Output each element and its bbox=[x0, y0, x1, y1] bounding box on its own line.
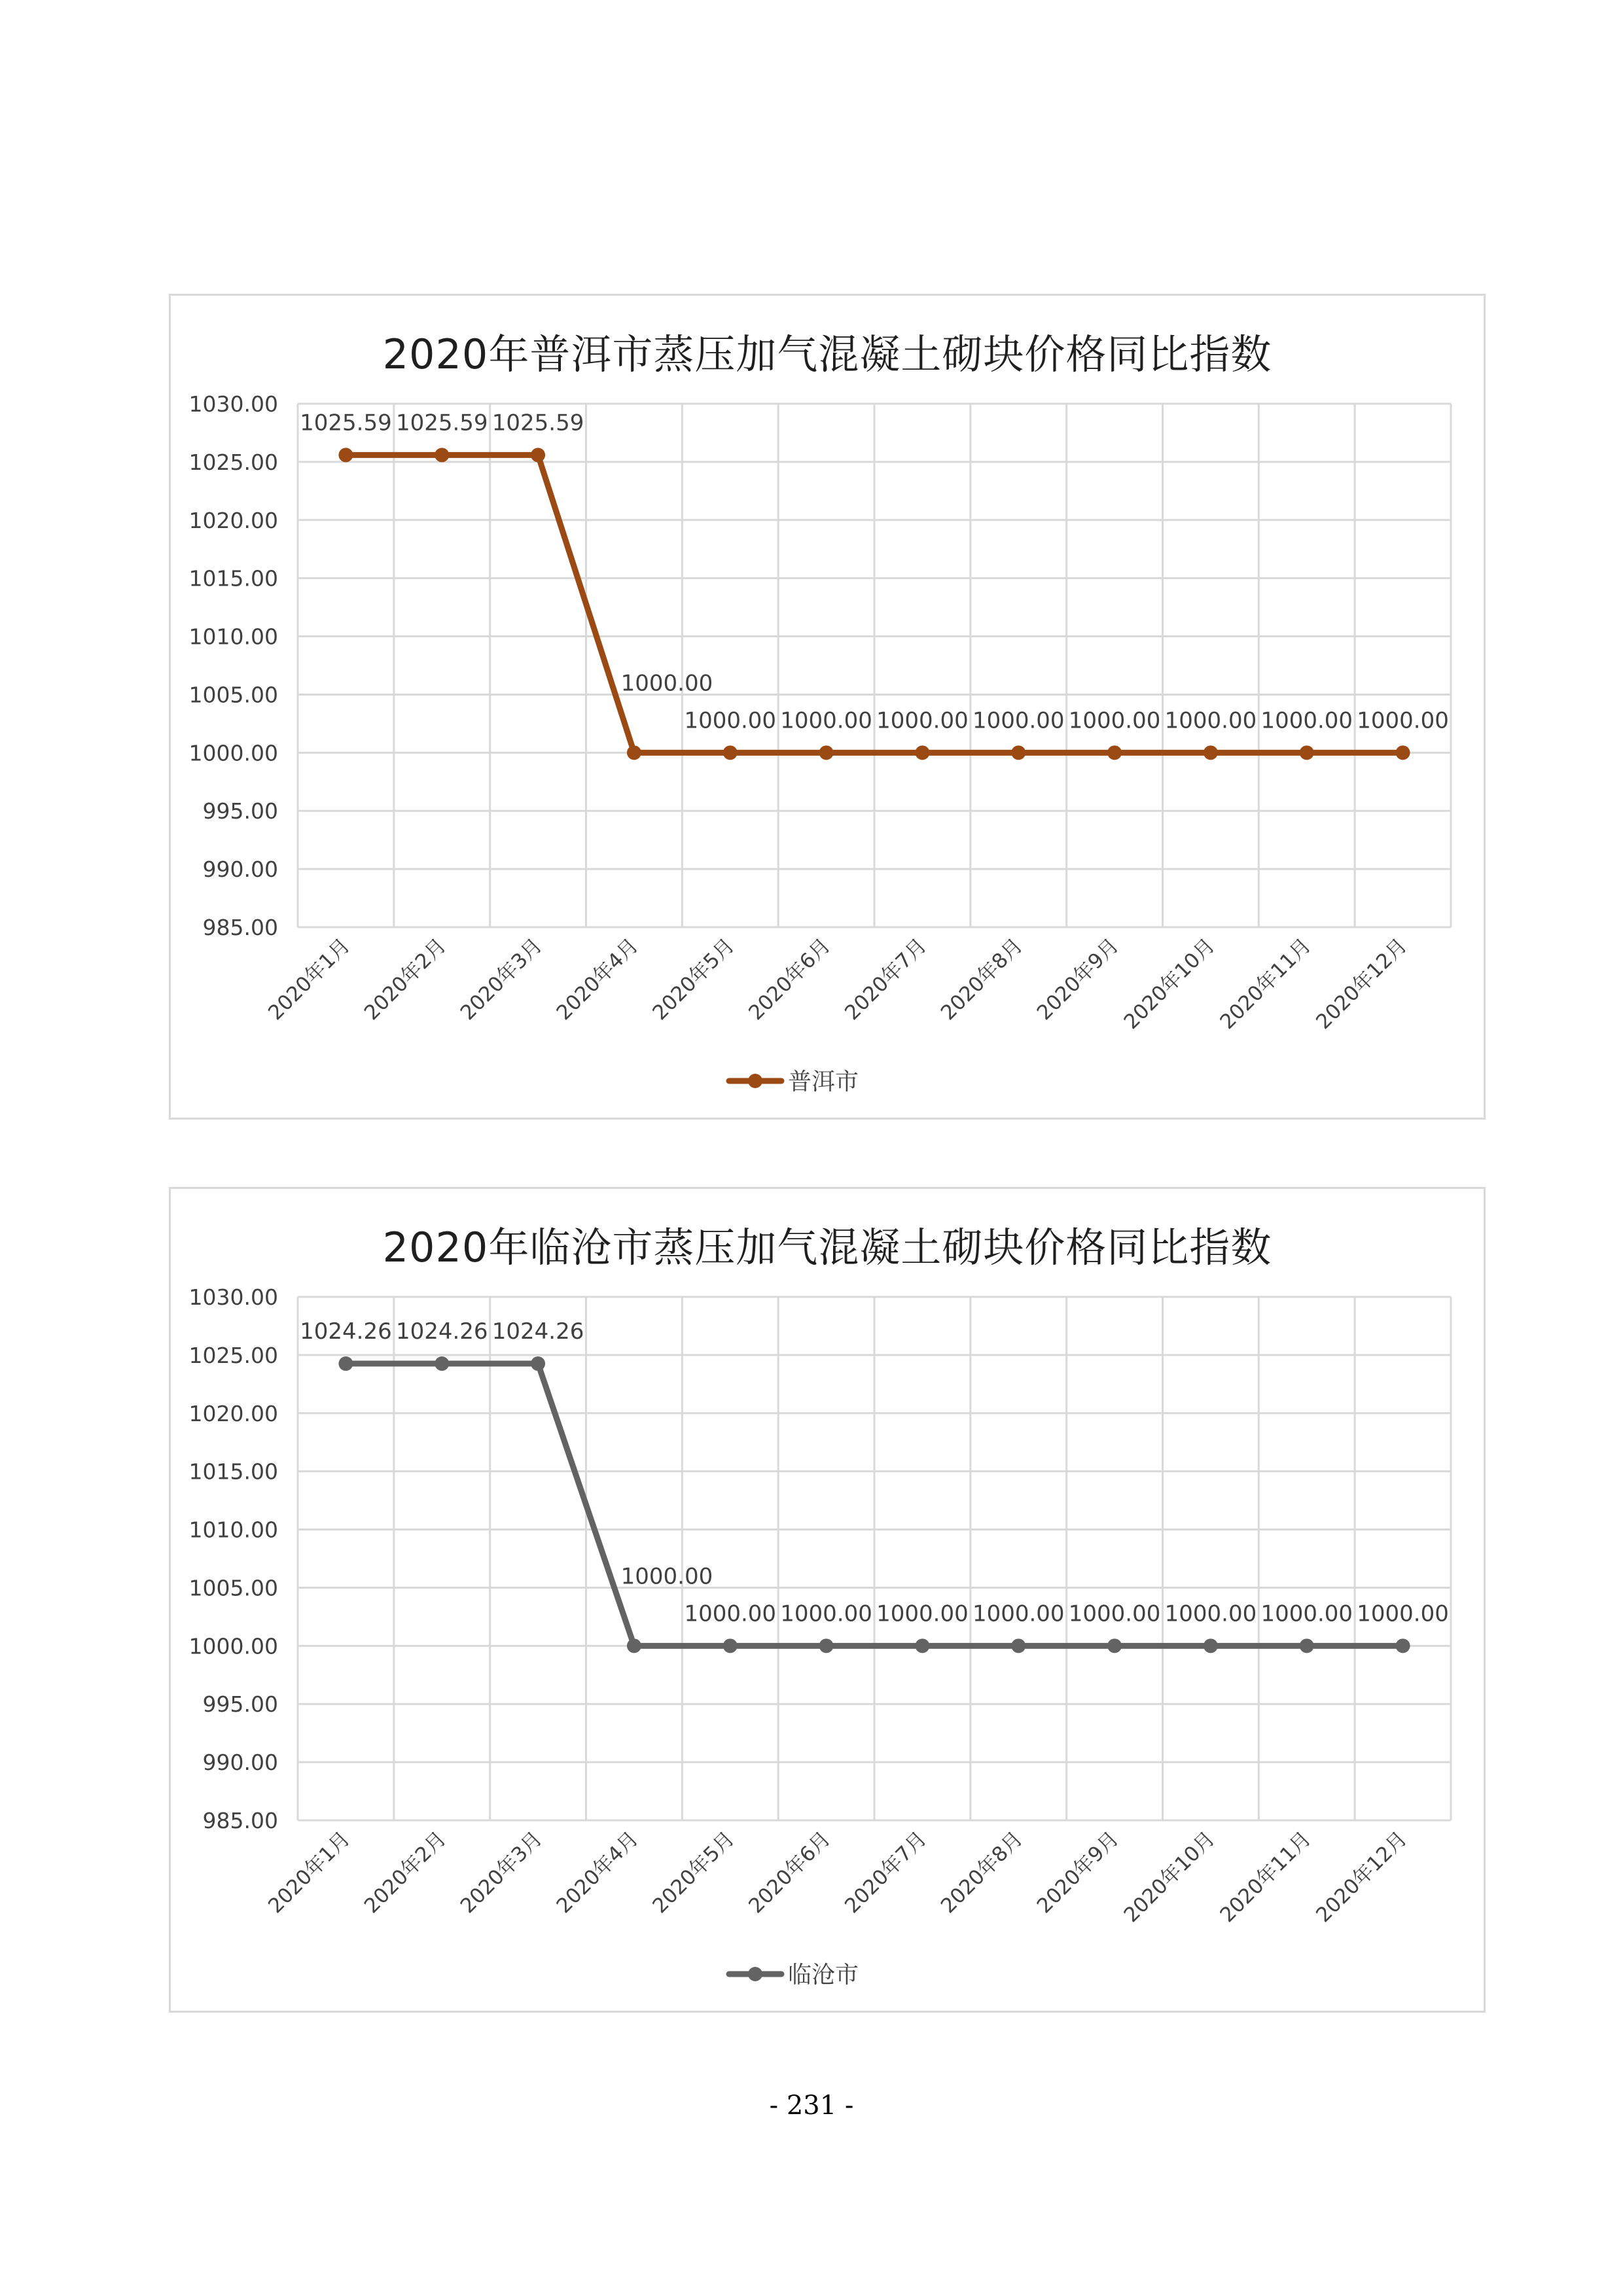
data-point bbox=[723, 745, 738, 760]
data-point bbox=[1204, 745, 1218, 760]
y-tick-label: 995.00 bbox=[202, 798, 278, 824]
data-point bbox=[627, 745, 641, 760]
data-point bbox=[531, 1356, 545, 1371]
data-label: 1025.59 bbox=[300, 410, 392, 436]
y-tick-label: 1030.00 bbox=[188, 1284, 278, 1310]
x-tick-label: 2020年10月 bbox=[1119, 934, 1220, 1034]
data-point bbox=[1011, 1638, 1026, 1653]
x-tick-label: 2020年3月 bbox=[455, 1827, 547, 1918]
legend-label: 临沧市 bbox=[788, 1962, 859, 1988]
data-point bbox=[1300, 745, 1314, 760]
data-label: 1000.00 bbox=[972, 707, 1065, 734]
x-tick-label: 2020年12月 bbox=[1311, 1827, 1412, 1928]
data-label: 1000.00 bbox=[1260, 1600, 1353, 1627]
y-tick-label: 1015.00 bbox=[188, 565, 278, 592]
data-label: 1000.00 bbox=[972, 1600, 1065, 1627]
line-chart-puer bbox=[171, 296, 1484, 1118]
data-label: 1000.00 bbox=[620, 1563, 713, 1590]
x-tick-label: 2020年4月 bbox=[552, 934, 643, 1025]
data-point bbox=[1011, 745, 1026, 760]
data-label: 1000.00 bbox=[1068, 707, 1161, 734]
data-label: 1000.00 bbox=[876, 1600, 969, 1627]
x-tick-label: 2020年8月 bbox=[936, 934, 1027, 1025]
data-label: 1000.00 bbox=[780, 707, 872, 734]
x-tick-label: 2020年1月 bbox=[264, 1827, 355, 1918]
data-label: 1000.00 bbox=[684, 1600, 777, 1627]
x-tick-label: 2020年3月 bbox=[455, 934, 547, 1025]
y-tick-label: 1030.00 bbox=[188, 391, 278, 417]
data-label: 1024.26 bbox=[395, 1318, 488, 1345]
y-tick-label: 1005.00 bbox=[188, 1575, 278, 1601]
y-tick-label: 990.00 bbox=[202, 857, 278, 883]
x-tick-label: 2020年7月 bbox=[840, 1827, 932, 1918]
x-tick-label: 2020年10月 bbox=[1119, 1827, 1220, 1928]
data-point bbox=[1300, 1638, 1314, 1653]
data-label: 1000.00 bbox=[1357, 707, 1449, 734]
y-tick-label: 985.00 bbox=[202, 1808, 278, 1833]
data-point bbox=[627, 1638, 641, 1653]
data-point bbox=[1396, 745, 1410, 760]
x-tick-label: 2020年9月 bbox=[1032, 1827, 1124, 1918]
y-tick-label: 1025.00 bbox=[188, 1342, 278, 1368]
data-label: 1000.00 bbox=[1260, 707, 1353, 734]
chart-title: 2020年普洱市蒸压加气混凝土砌块价格同比指数 bbox=[382, 330, 1272, 378]
legend-marker bbox=[748, 1967, 762, 1981]
x-tick-label: 2020年6月 bbox=[744, 1827, 836, 1918]
data-point bbox=[819, 745, 834, 760]
y-tick-label: 1000.00 bbox=[188, 1633, 278, 1659]
x-tick-label: 2020年11月 bbox=[1215, 934, 1316, 1034]
x-tick-label: 2020年12月 bbox=[1311, 934, 1412, 1034]
data-point bbox=[338, 448, 353, 462]
data-point bbox=[1107, 1638, 1122, 1653]
data-point bbox=[435, 1356, 449, 1371]
x-tick-label: 2020年8月 bbox=[936, 1827, 1027, 1918]
page-number: - 231 - bbox=[769, 2091, 854, 2121]
y-tick-label: 990.00 bbox=[202, 1750, 278, 1776]
x-tick-label: 2020年4月 bbox=[552, 1827, 643, 1918]
data-label: 1000.00 bbox=[780, 1600, 872, 1627]
data-point bbox=[435, 448, 449, 462]
x-tick-label: 2020年9月 bbox=[1032, 934, 1124, 1025]
data-label: 1000.00 bbox=[876, 707, 969, 734]
data-label: 1000.00 bbox=[1164, 707, 1257, 734]
chart-container-puer bbox=[169, 294, 1486, 1120]
data-point bbox=[915, 1638, 929, 1653]
x-tick-label: 2020年2月 bbox=[359, 934, 451, 1025]
y-tick-label: 1010.00 bbox=[188, 624, 278, 650]
line-chart-lincang bbox=[171, 1189, 1484, 2011]
data-label: 1000.00 bbox=[1164, 1600, 1257, 1627]
data-point bbox=[819, 1638, 834, 1653]
data-point bbox=[531, 448, 545, 462]
y-tick-label: 1015.00 bbox=[188, 1458, 278, 1485]
x-tick-label: 2020年5月 bbox=[648, 934, 740, 1025]
x-tick-label: 2020年6月 bbox=[744, 934, 836, 1025]
y-tick-label: 1000.00 bbox=[188, 740, 278, 766]
data-label: 1025.59 bbox=[395, 410, 488, 436]
data-label: 1000.00 bbox=[620, 670, 713, 697]
y-tick-label: 1020.00 bbox=[188, 507, 278, 533]
data-point bbox=[1396, 1638, 1410, 1653]
y-tick-label: 1010.00 bbox=[188, 1517, 278, 1543]
x-tick-label: 2020年11月 bbox=[1215, 1827, 1316, 1928]
x-tick-label: 2020年2月 bbox=[359, 1827, 451, 1918]
data-label: 1025.59 bbox=[491, 410, 584, 436]
data-label: 1000.00 bbox=[1357, 1600, 1449, 1627]
x-tick-label: 2020年7月 bbox=[840, 934, 932, 1025]
legend-marker bbox=[748, 1074, 762, 1088]
chart-title: 2020年临沧市蒸压加气混凝土砌块价格同比指数 bbox=[382, 1224, 1272, 1271]
y-tick-label: 1005.00 bbox=[188, 682, 278, 708]
y-tick-label: 985.00 bbox=[202, 915, 278, 940]
chart-container-lincang bbox=[169, 1187, 1486, 2013]
data-point bbox=[723, 1638, 738, 1653]
y-tick-label: 1020.00 bbox=[188, 1400, 278, 1426]
data-point bbox=[1204, 1638, 1218, 1653]
data-point bbox=[338, 1356, 353, 1371]
data-label: 1000.00 bbox=[684, 707, 777, 734]
data-label: 1024.26 bbox=[300, 1318, 392, 1345]
legend-label: 普洱市 bbox=[788, 1069, 859, 1095]
x-tick-label: 2020年5月 bbox=[648, 1827, 740, 1918]
data-point bbox=[915, 745, 929, 760]
data-label: 1000.00 bbox=[1068, 1600, 1161, 1627]
x-tick-label: 2020年1月 bbox=[264, 934, 355, 1025]
y-tick-label: 995.00 bbox=[202, 1691, 278, 1718]
data-point bbox=[1107, 745, 1122, 760]
data-label: 1024.26 bbox=[491, 1318, 584, 1345]
y-tick-label: 1025.00 bbox=[188, 449, 278, 475]
